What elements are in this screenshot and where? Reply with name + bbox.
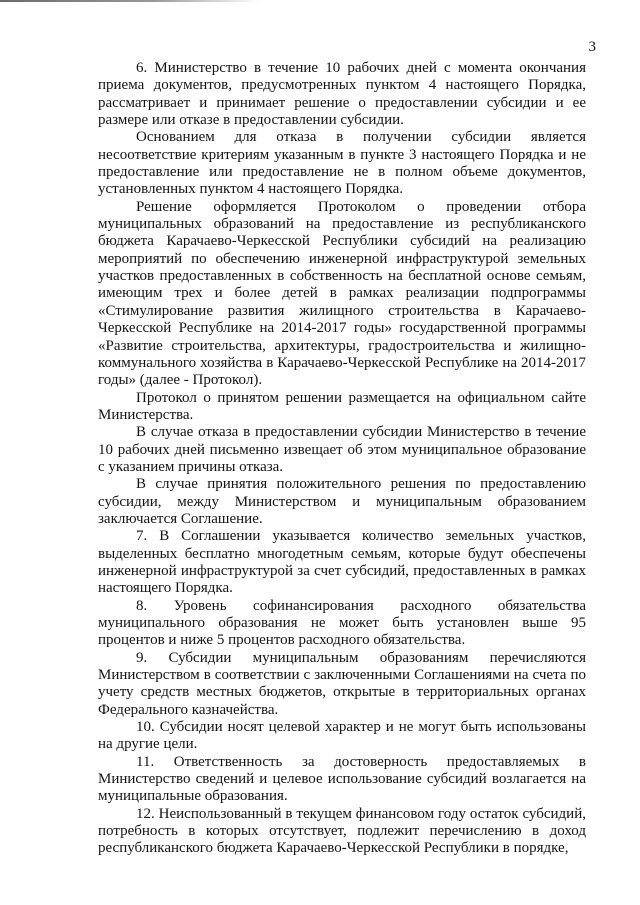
paragraph-protocol-publication: Протокол о принятом решении размещается на официальном сайте Министерства. [98,389,586,423]
paragraph-8-cofinancing: 8. Уровень софинансирования расходного обязательства муниципального образования не может быть установлен выше 95 процентов и ниже 5 процентов расходного обязательства. [98,597,586,649]
scan-edge-line [0,0,260,2]
paragraph-12-remainder: 12. Неиспользованный в текущем финансовом году остаток субсидий, потребность в которых отсутствует, подлежит перечислению в доход республиканского бюджета Карачаево-Черкесской Республики в порядке, [98,805,586,857]
page-number: 3 [588,39,596,55]
paragraph-10-purpose: 10. Субсидии носят целевой характер и не могут быть использованы на другие цели. [98,719,586,753]
paragraph-refusal-grounds: Основанием для отказа в получении субсидии является несоответствие критериям указанным в пункте 3 настоящего Порядка и не предоставление или предоставление не в полном объеме документов, установленных пунктом 4 настоящего Порядка. [98,129,586,198]
paragraph-6-review: 6. Министерство в течение 10 рабочих дней с момента окончания приема документов, предусмотренных пунктом 4 настоящего Порядка, рассматривает и принимает решение о предоставлении субсидии и ее размере или отказе в предоставлении субсидии. [98,60,586,129]
paragraph-9-transfer: 9. Субсидии муниципальным образованиям перечисляются Министерством в соответствии с заключенными Соглашениями на счета по учету средств местных бюджетов, открытые в территориальных органах Федерального казначейства. [98,649,586,718]
paragraph-protocol-decision: Решение оформляется Протоколом о проведении отбора муниципальных образований на предоставление из республиканского бюджета Карачаево-Черкесской Республики субсидий на реализацию мероприятий по обеспечению инженерной инфраструктурой земельных участков предоставленных в собственность на бесплатной основе семьям, имеющим трех и более детей в рамках реализации подпрограммы «Стимулирование развития жилищного строительства в Карачаево-Черкесской Республике на 2014-2017 годы» государственной программы «Развитие строительства, архитектуры, градостроительства и жилищно-коммунального хозяйства в Карачаево-Черкесской Республике на 2014-2017 годы» (далее - Протокол). [98,198,586,389]
paragraph-11-responsibility: 11. Ответственность за достоверность предоставляемых в Министерство сведений и целевое использование субсидий возлагается на муниципальные образования. [98,753,586,805]
document-body [98,60,586,858]
paragraph-refusal-notice: В случае отказа в предоставлении субсидии Министерство в течение 10 рабочих дней письменно извещает об этом муниципальное образование с указанием причины отказа. [98,424,586,475]
paragraph-agreement: В случае принятия положительного решения по предоставлению субсидии, между Министерством и муниципальным образованием заключается Соглашение. [98,476,586,527]
paragraph-7-land-plots: 7. В Соглашении указывается количество земельных участков, выделенных бесплатно многодетным семьям, которые будут обеспечены инженерной инфраструктурой за счет субсидий, предоставленных в рамках настоящего Порядка. [98,528,586,597]
